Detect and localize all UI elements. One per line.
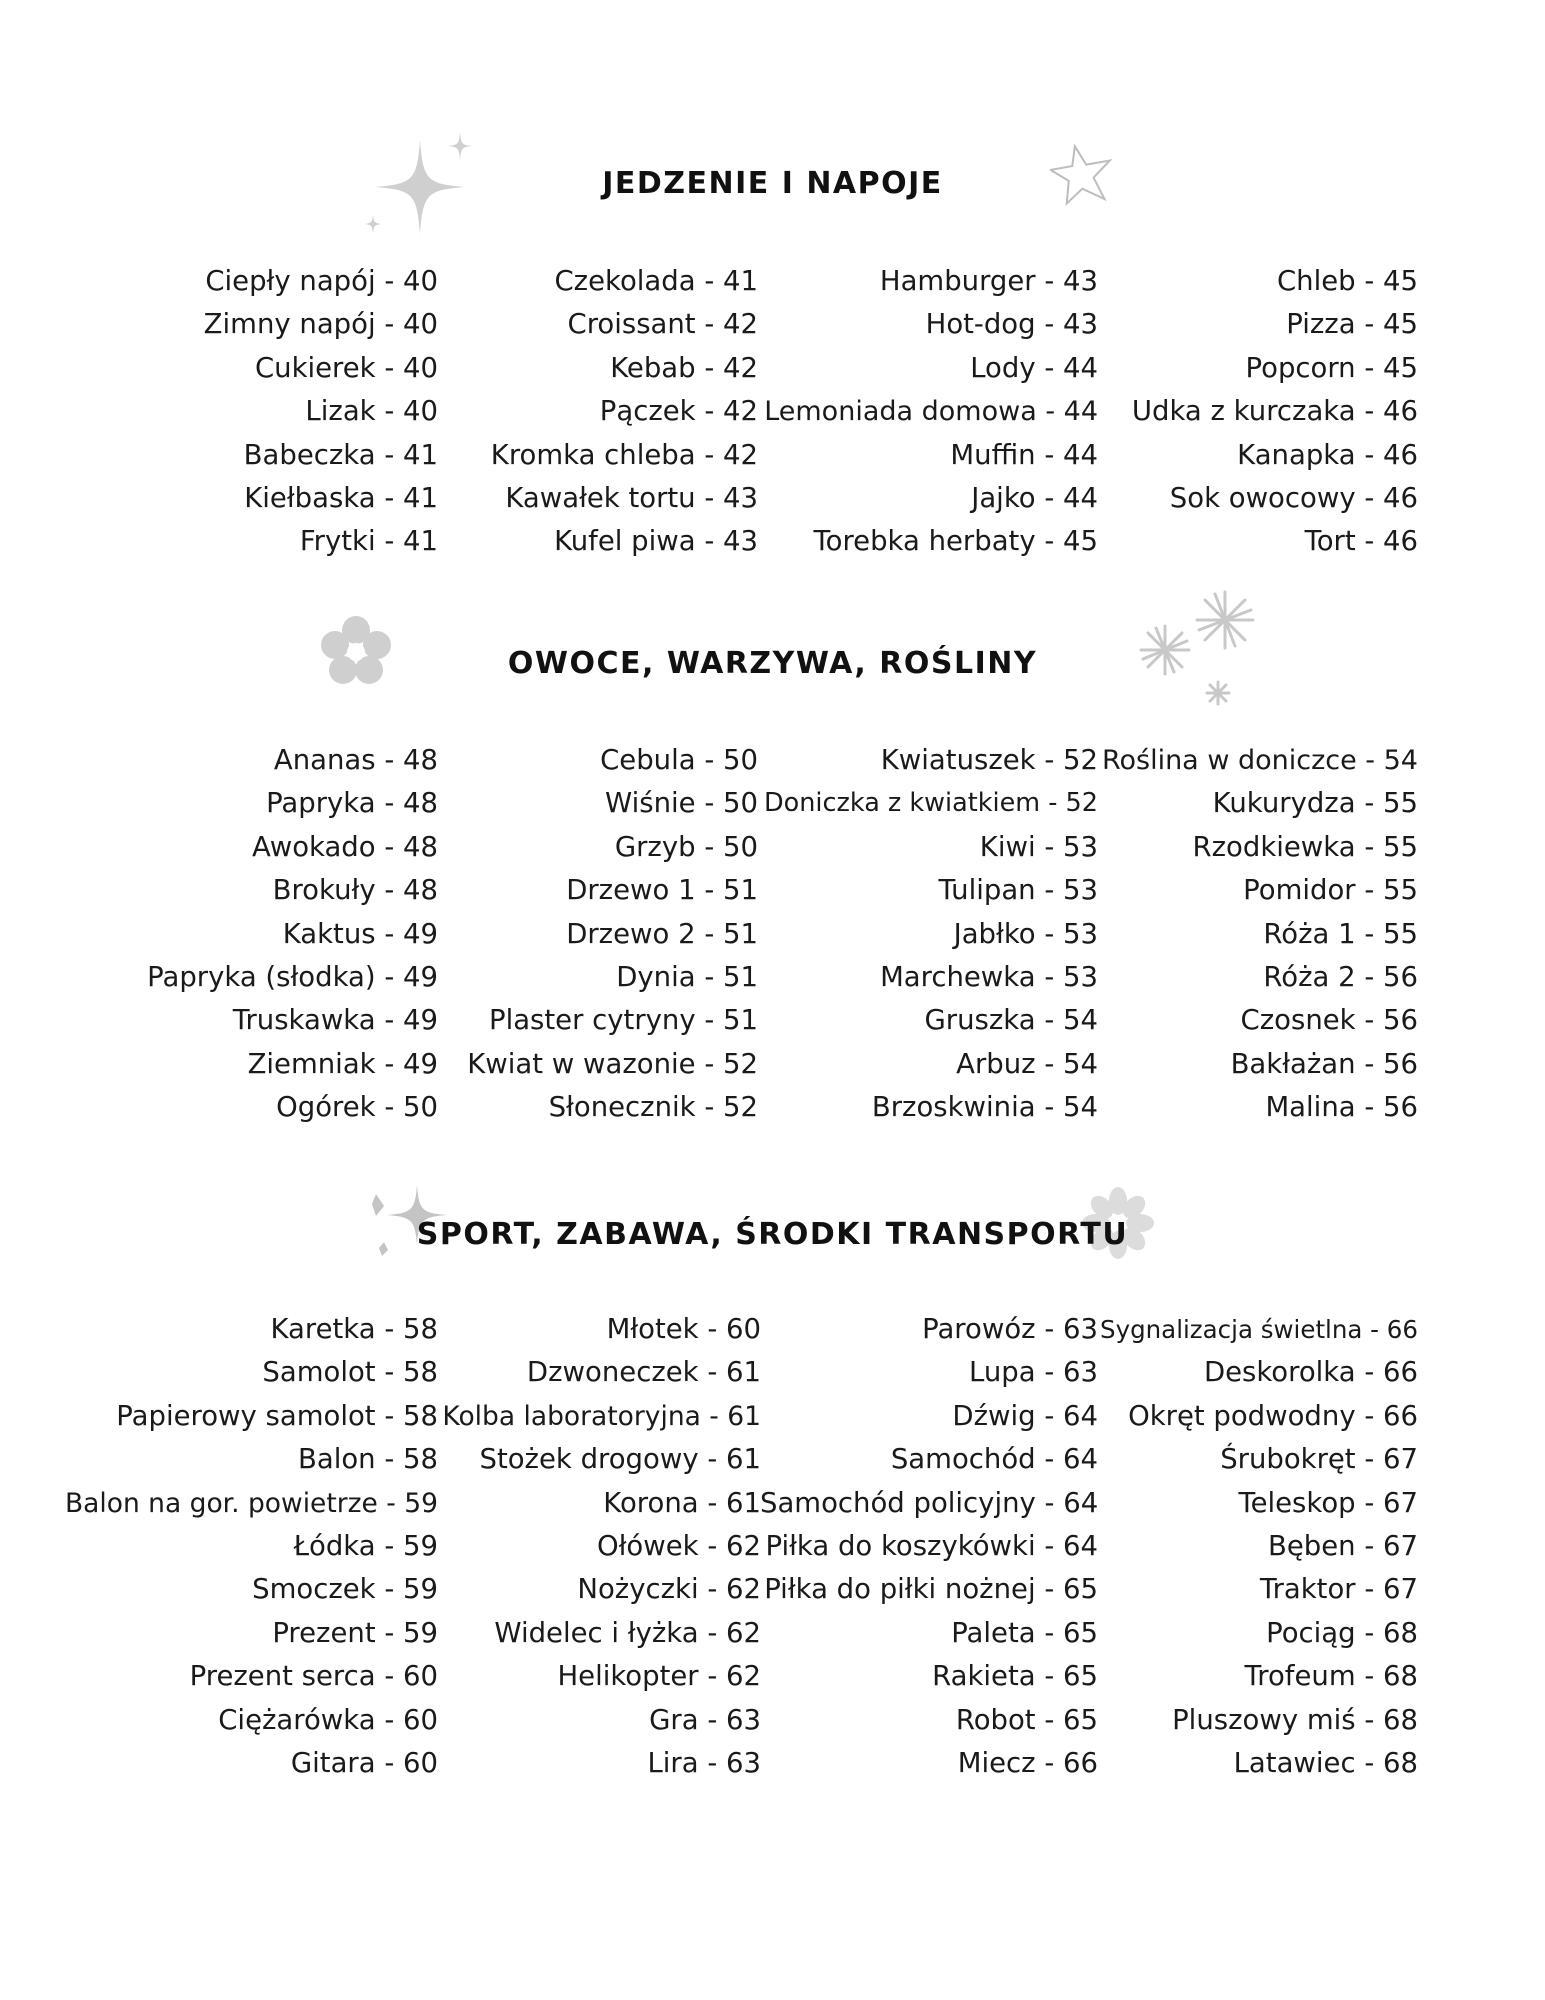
index-entry: Hamburger - 43 (879, 265, 1098, 297)
index-entry: Róża 2 - 56 (1263, 960, 1418, 993)
index-entry: Rakieta - 65 (932, 1660, 1098, 1693)
index-entry: Karetka - 58 (270, 1313, 438, 1345)
index-entry: Bakłażan - 56 (1230, 1047, 1418, 1080)
index-entry: Arbuz - 54 (956, 1047, 1098, 1080)
sport-column-4 (1100, 1308, 1418, 1785)
index-entry: Kwiatuszek - 52 (880, 744, 1098, 776)
index-entry: Tulipan - 53 (938, 874, 1098, 907)
index-entry: Kanapka - 46 (1237, 438, 1418, 471)
index-entry: Sygnalizacja świetlna - 66 (1100, 1315, 1418, 1344)
index-entry: Jabłko - 53 (953, 917, 1098, 950)
index-entry: Balon - 58 (297, 1443, 438, 1476)
index-entry: Widelec i łyżka - 62 (494, 1616, 761, 1649)
index-entry: Piłka do piłki nożnej - 65 (764, 1573, 1098, 1606)
plants-column-4 (1100, 739, 1418, 1130)
food-column-2 (440, 260, 758, 564)
index-entry: Papryka - 48 (266, 787, 438, 820)
index-entry: Stożek drogowy - 61 (479, 1443, 761, 1476)
sport-column-1 (60, 1308, 438, 1785)
index-entry: Cebula - 50 (600, 744, 758, 776)
index-entry: Kolba laboratoryjna - 61 (442, 1400, 761, 1432)
index-entry: Balon na gor. powietrze - 59 (64, 1487, 438, 1519)
index-entry: Samolot - 58 (262, 1356, 438, 1389)
food-column-4 (1100, 260, 1418, 564)
index-entry: Lizak - 40 (305, 395, 438, 428)
index-entry: Samochód - 64 (890, 1443, 1098, 1476)
index-entry: Dzwoneczek - 61 (526, 1356, 761, 1389)
plants-column-3 (760, 739, 1098, 1130)
index-entry: Teleskop - 67 (1238, 1486, 1418, 1519)
index-entry: Młotek - 60 (606, 1313, 761, 1345)
index-entry: Pluszowy miś - 68 (1172, 1703, 1418, 1736)
index-entry: Ogórek - 50 (276, 1091, 438, 1124)
section-title-food: JEDZENIE I NAPOJE (602, 166, 943, 201)
index-entry: Sok owocowy - 46 (1169, 481, 1418, 514)
index-entry: Drzewo 1 - 51 (566, 874, 758, 907)
index-entry: Kwiat w wazonie - 52 (467, 1047, 758, 1080)
index-entry: Grzyb - 50 (614, 830, 758, 863)
index-entry: Gruszka - 54 (924, 1004, 1098, 1037)
index-entry: Rzodkiewka - 55 (1192, 830, 1418, 863)
index-entry: Cukierek - 40 (254, 351, 438, 384)
index-entry: Wiśnie - 50 (605, 787, 758, 820)
index-entry: Nożyczki - 62 (577, 1573, 761, 1606)
index-entry: Prezent - 59 (272, 1616, 438, 1649)
index-entry: Pociąg - 68 (1266, 1616, 1418, 1649)
index-entry: Pączek - 42 (599, 395, 758, 428)
index-entry: Jajko - 44 (971, 481, 1098, 514)
section-title-plants: OWOCE, WARZYWA, ROŚLINY (507, 646, 1038, 681)
index-entry: Latawiec - 68 (1233, 1746, 1418, 1779)
index-entry: Kufel piwa - 43 (554, 525, 758, 558)
index-entry: Deskorolka - 66 (1203, 1356, 1418, 1389)
index-entry: Róża 1 - 55 (1263, 917, 1418, 950)
index-entry: Pomidor - 55 (1243, 874, 1418, 907)
index-entry: Smoczek - 59 (252, 1573, 438, 1606)
index-entry: Korona - 61 (603, 1486, 761, 1519)
index-entry: Plaster cytryny - 51 (488, 1004, 758, 1037)
index-entry: Ołówek - 62 (596, 1529, 761, 1562)
index-entry: Trofeum - 68 (1244, 1660, 1418, 1693)
index-entry: Hot-dog - 43 (925, 308, 1098, 341)
index-entry: Popcorn - 45 (1245, 351, 1418, 384)
index-entry: Czekolada - 41 (554, 265, 758, 297)
index-entry: Chleb - 45 (1276, 265, 1418, 297)
index-entry: Udka z kurczaka - 46 (1131, 395, 1418, 428)
index-entry: Dźwig - 64 (952, 1399, 1098, 1432)
index-entry: Lupa - 63 (969, 1356, 1098, 1389)
index-entry: Truskawka - 49 (232, 1004, 438, 1037)
section-title-sport: SPORT, ZABAWA, ŚRODKI TRANSPORTU (416, 1217, 1129, 1252)
index-entry: Łódka - 59 (293, 1529, 438, 1562)
index-entry: Gitara - 60 (290, 1746, 438, 1779)
index-entry: Lody - 44 (970, 351, 1098, 384)
index-entry: Brzoskwinia - 54 (871, 1091, 1098, 1124)
index-entry: Kukurydza - 55 (1212, 787, 1418, 820)
sport-column-2 (440, 1308, 761, 1785)
index-entry: Awokado - 48 (252, 830, 438, 863)
index-entry: Zimny napój - 40 (203, 308, 438, 341)
food-column-3 (760, 260, 1098, 564)
index-entry: Drzewo 2 - 51 (566, 917, 758, 950)
index-entry: Samochód policyjny - 64 (760, 1486, 1099, 1519)
index-entry: Robot - 65 (955, 1703, 1098, 1736)
index-entry: Piłka do koszykówki - 64 (765, 1529, 1098, 1562)
index-entry: Malina - 56 (1265, 1091, 1418, 1124)
index-entry: Bęben - 67 (1268, 1529, 1418, 1562)
index-entry: Okręt podwodny - 66 (1128, 1399, 1418, 1432)
index-entry: Czosnek - 56 (1240, 1004, 1418, 1037)
index-entry: Kaktus - 49 (282, 917, 438, 950)
index-entry: Lemoniada domowa - 44 (764, 396, 1098, 428)
index-entry: Brokuły - 48 (272, 874, 438, 907)
index-entry: Gra - 63 (649, 1703, 761, 1736)
index-entry: Ananas - 48 (273, 744, 438, 776)
index-entry: Traktor - 67 (1259, 1573, 1418, 1606)
index-entry: Kebab - 42 (610, 351, 758, 384)
index-entry: Dynia - 51 (616, 960, 758, 993)
index-entry: Tort - 46 (1304, 525, 1418, 558)
index-entry: Parowóz - 63 (922, 1313, 1098, 1345)
index-entry: Frytki - 41 (299, 525, 438, 558)
plants-column-2 (440, 739, 758, 1130)
index-entry: Torebka herbaty - 45 (813, 525, 1098, 558)
plants-column-1 (60, 739, 438, 1130)
index-entry: Croissant - 42 (567, 308, 758, 341)
index-entry: Babeczka - 41 (243, 438, 438, 471)
index-entry: Słonecznik - 52 (548, 1091, 758, 1124)
index-entry: Kawałek tortu - 43 (505, 481, 758, 514)
index-entry: Papryka (słodka) - 49 (147, 960, 438, 993)
index-entry: Papierowy samolot - 58 (116, 1399, 438, 1432)
index-entry: Muffin - 44 (950, 438, 1098, 471)
index-entry: Śrubokręt - 67 (1220, 1443, 1418, 1476)
index-entry: Roślina w doniczce - 54 (1101, 745, 1418, 776)
index-entry: Ciężarówka - 60 (218, 1703, 438, 1736)
index-entry: Marchewka - 53 (880, 960, 1098, 993)
index-entry: Pizza - 45 (1286, 308, 1418, 341)
index-entry: Lira - 63 (647, 1746, 761, 1779)
index-entry: Prezent serca - 60 (189, 1660, 438, 1693)
index-entry: Helikopter - 62 (557, 1660, 761, 1693)
index-entry: Kiwi - 53 (979, 830, 1098, 863)
index-entry: Kiełbaska - 41 (244, 481, 438, 514)
index-entry: Doniczka z kwiatkiem - 52 (763, 788, 1098, 819)
index-entry: Kromka chleba - 42 (490, 438, 758, 471)
food-column-1 (60, 260, 438, 564)
sport-column-3 (760, 1308, 1098, 1785)
index-entry: Miecz - 66 (957, 1746, 1098, 1779)
index-entry: Paleta - 65 (951, 1616, 1098, 1649)
index-entry: Ziemniak - 49 (247, 1047, 438, 1080)
index-entry: Ciepły napój - 40 (205, 265, 438, 297)
